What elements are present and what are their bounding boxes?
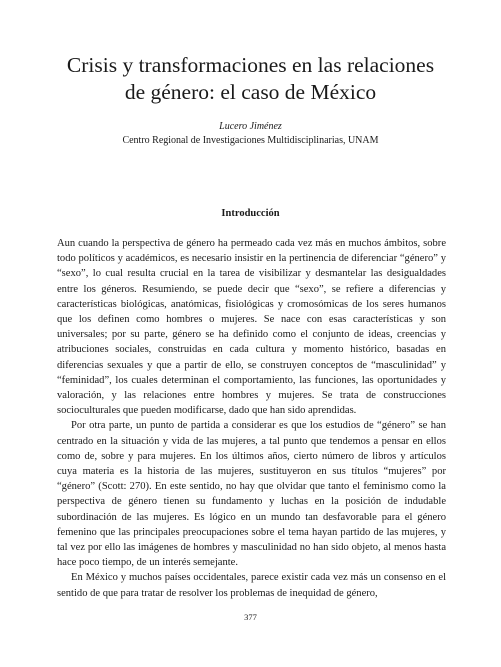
author-name: Lucero Jiménez	[219, 121, 282, 132]
article-title-line-1: Crisis y transformaciones en las relaciones	[66, 53, 435, 77]
paragraph-2: Por otra parte, un punto de partida a considerar es que los estudios de “género” se han centrado en la situación y vida de las mujeres, a tal punto que tendemos a pensar en ellos como de, sobre y para mujeres. En los últimos años, cierto número de libros y artículos cuya materia es la historia de las mujeres, sustituyeron en sus títulos “mujeres” por “género” (Scott: 270). En este sentido, no hay que olvidar que tanto el feminismo como la perspectiva de género tienen su fundamento y luchas en la posición de indudable subordinación de las mujeres. Es lógico en un mundo tan desfavorable para el género femenino que las principales preocupaciones sobre el tema hayan partido de las mujeres, y tal vez por ello las imágenes de hombres y masculinidad no han sido objeto, al menos hasta hace poco tiempo, de un interés semejante.	[57, 420, 446, 569]
article-title-line-2: de género: el caso de México	[124, 80, 377, 104]
paragraph-1: Aun cuando la perspectiva de género ha permeado cada vez más en muchos ámbitos, sobre todo políticos y académicos, es necesario insistir en la pertinencia de diferenciar “género” y “sexo”, lo cual resulta crucial en la tarea de visibilizar y desmantelar las desigualdades entre los géneros. Resumiendo, se puede decir que “sexo”, se refiere a diferencias y características biológicas, anatómicas, fisiológicas y cromosómicas de los seres humanos que los definen como hombres o mujeres. Se nace con esas características y son universales; por su parte, género se ha definido como el conjunto de ideas, creencias y atribuciones sociales, construidas en cada cultura y momento histórico, basadas en diferencias sexuales y que a partir de ello, se construyen conceptos de “masculinidad” y “feminidad”, los cuales determinan el comportamiento, las funciones, las oportunidades y valoración, y las relaciones entre hombres y mujeres. Se trata de construcciones socioculturales que pueden modificarse, dado que han sido aprendidas.	[57, 238, 446, 417]
paragraph-3: En México y muchos países occidentales, parece existir cada vez más un consenso en el sentido de que para tratar de resolver los problemas de inequidad de género,	[57, 572, 446, 599]
author-affiliation: Centro Regional de Investigaciones Multidisciplinarias, UNAM	[122, 135, 379, 146]
page-number: 377	[244, 612, 257, 622]
body-text	[57, 236, 446, 601]
section-heading: Introducción	[221, 208, 280, 219]
article-title	[0, 52, 501, 106]
